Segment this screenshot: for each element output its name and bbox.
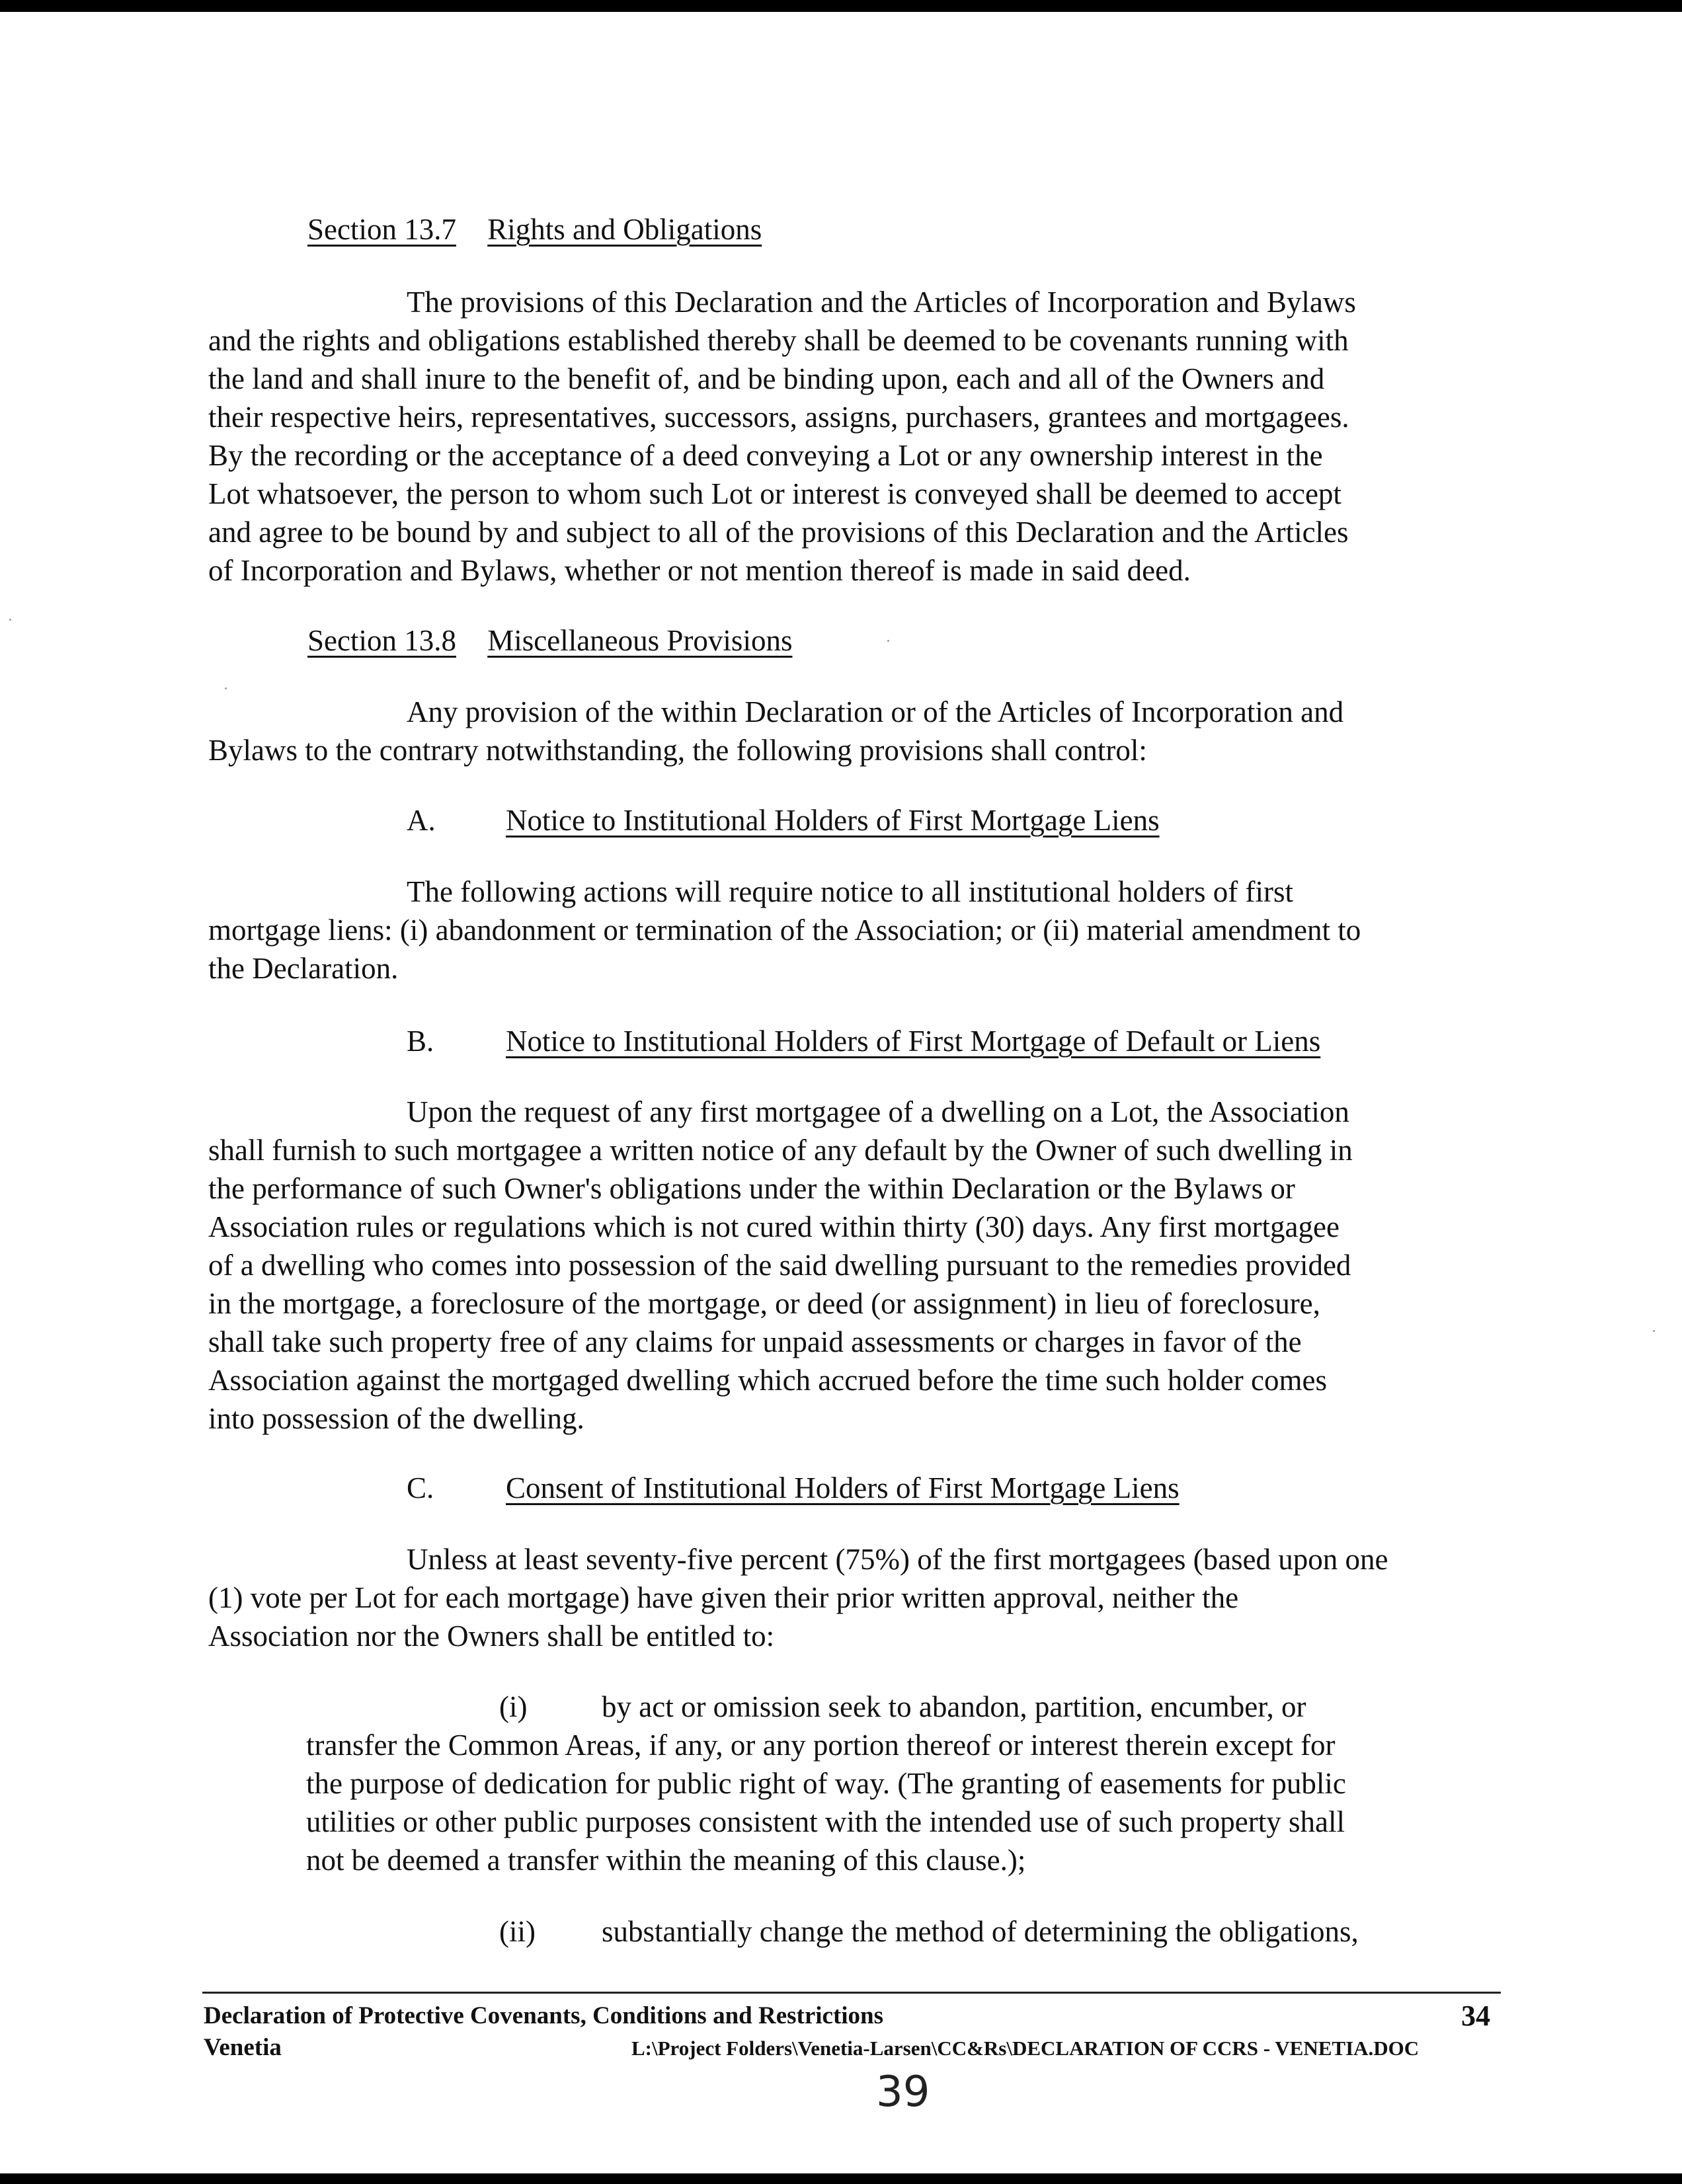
scan-speck (887, 640, 889, 642)
paragraph-line: Association against the mortgaged dwelling which accrued before the time such holder comes (208, 1364, 1327, 1397)
paragraph-line: (1) vote per Lot for each mortgage) have given their prior written approval, neither the (208, 1581, 1239, 1614)
paragraph-line: the purpose of dedication for public right of way. (The granting of easements for public (306, 1767, 1346, 1800)
paragraph-line: the Declaration. (208, 952, 399, 985)
paragraph-line: and agree to be bound by and subject to all of the provisions of this Declaration and the Articles (208, 516, 1349, 549)
subsection-b-letter: B. (407, 1025, 434, 1058)
section-13-7-heading (307, 210, 762, 249)
section-13-7-title: Rights and Obligations (487, 213, 762, 246)
footer-page-number: 34 (1461, 2000, 1490, 2032)
paragraph-line: shall take such property free of any claims for unpaid assessments or charges in favor of the (208, 1325, 1302, 1358)
paragraph-line: into possession of the dwelling. (208, 1402, 584, 1435)
paragraph-line: The provisions of this Declaration and the Articles of Incorporation and Bylaws (407, 286, 1356, 319)
paragraph-line: their respective heirs, representatives, successors, assigns, purchasers, grantees and mortgagees. (208, 401, 1349, 434)
paragraph-line: Lot whatsoever, the person to whom such Lot or interest is conveyed shall be deemed to accept (208, 477, 1342, 510)
paragraph-line: and the rights and obligations established thereby shall be deemed to be covenants running with (208, 324, 1349, 357)
subsection-a-letter: A. (407, 804, 436, 837)
paragraph-line: in the mortgage, a foreclosure of the mortgage, or deed (or assignment) in lieu of foreclosure, (208, 1287, 1320, 1320)
paragraph-line: The following actions will require notice to all institutional holders of first (407, 875, 1293, 908)
paragraph-line: Bylaws to the contrary notwithstanding, the following provisions shall control: (208, 734, 1147, 767)
section-13-8-number: Section 13.8 (307, 624, 456, 657)
subsection-c-title: Consent of Institutional Holders of First Mortgage Liens (506, 1471, 1180, 1504)
paragraph-line: the performance of such Owner's obligations under the within Declaration or the Bylaws or (208, 1172, 1295, 1205)
paragraph-line: By the recording or the acceptance of a deed conveying a Lot or any ownership interest in the (208, 439, 1323, 472)
section-13-8-heading (307, 621, 792, 660)
section-13-8-title: Miscellaneous Provisions (487, 624, 793, 657)
footer-rule (202, 1992, 1501, 1994)
paragraph-line: shall furnish to such mortgagee a written notice of any default by the Owner of such dwelling in (208, 1134, 1353, 1167)
paragraph-line: the land and shall inure to the benefit of, and be binding upon, each and all of the Owners and (208, 362, 1325, 395)
section-13-7-number: Section 13.7 (307, 213, 456, 246)
scan-speck (9, 619, 11, 621)
item-i-marker: (i) (499, 1690, 528, 1723)
subsection-a-title: Notice to Institutional Holders of First Mortgage Liens (506, 804, 1160, 837)
paragraph-line: mortgage liens: (i) abandonment or termination of the Association; or (ii) material amendment to (208, 914, 1361, 947)
footer-project: Venetia (204, 2034, 282, 2061)
paragraph-line: of Incorporation and Bylaws, whether or not mention thereof is made in said deed. (208, 554, 1191, 587)
subsection-b-title: Notice to Institutional Holders of First Mortgage of Default or Liens (506, 1025, 1321, 1058)
paragraph-line: Association rules or regulations which is not cured within thirty (30) days. Any first mortgagee (208, 1210, 1340, 1243)
scan-speck (225, 687, 227, 689)
handwritten-page-number: 39 (876, 2068, 930, 2117)
paragraph-line: utilities or other public purposes consistent with the intended use of such property shall (306, 1805, 1345, 1838)
paragraph-line: Association nor the Owners shall be entitled to: (208, 1619, 775, 1653)
paragraph-line: Any provision of the within Declaration or of the Articles of Incorporation and (407, 695, 1344, 728)
paragraph-line: transfer the Common Areas, if any, or any portion thereof or interest therein except for (306, 1729, 1336, 1762)
scan-speck (1653, 1330, 1655, 1332)
paragraph-line: not be deemed a transfer within the meaning of this clause.); (306, 1844, 1026, 1877)
item-ii-marker: (ii) (499, 1915, 536, 1948)
subsection-a-heading (407, 801, 436, 839)
item-i-first-line: by act or omission seek to abandon, partition, encumber, or (602, 1690, 1306, 1723)
paragraph-line: Upon the request of any first mortgagee of a dwelling on a Lot, the Association (407, 1095, 1349, 1128)
scan-bottom-border (0, 2173, 1682, 2184)
item-ii-first-line: substantially change the method of determining the obligations, (602, 1915, 1359, 1948)
subsection-c-letter: C. (407, 1471, 434, 1504)
footer-file-path: L:\Project Folders\Venetia-Larsen\CC&Rs\DECLARATION OF CCRS - VENETIA.DOC (631, 2037, 1420, 2060)
paragraph-line: Unless at least seventy-five percent (75%) of the first mortgagees (based upon one (407, 1543, 1388, 1576)
footer-title: Declaration of Protective Covenants, Conditions and Restrictions (204, 2002, 884, 2029)
paragraph-line: of a dwelling who comes into possession of the said dwelling pursuant to the remedies provided (208, 1249, 1351, 1282)
